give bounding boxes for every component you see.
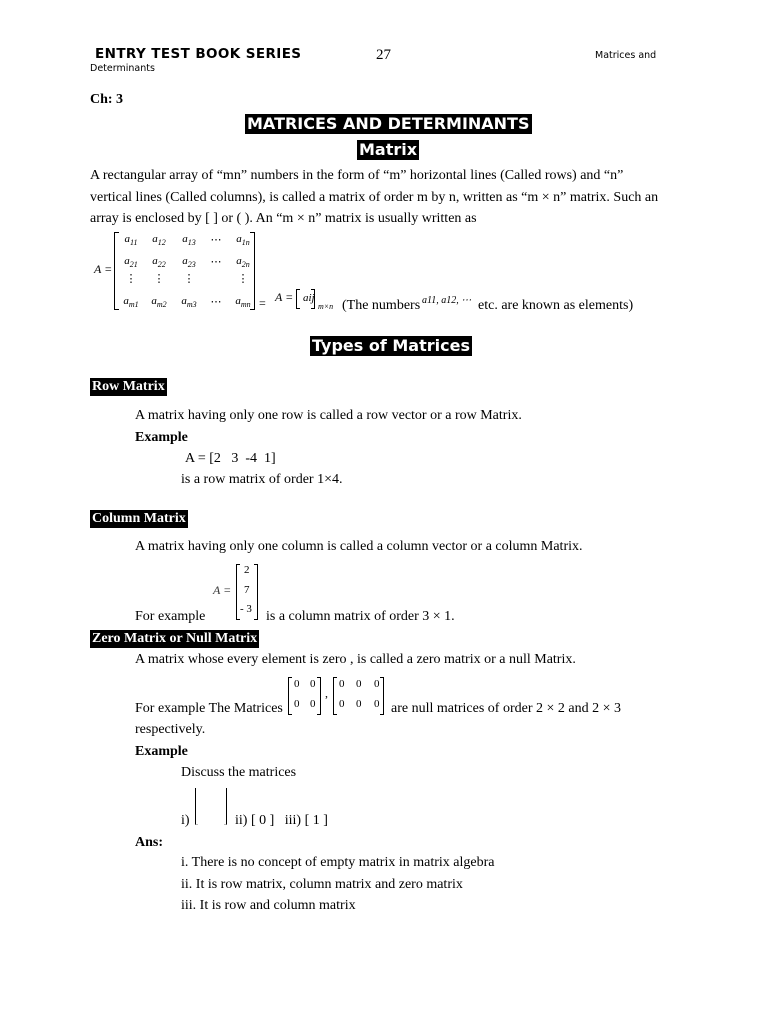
column-matrix-value: 2 [244,564,250,576]
general-matrix-cell: ⋯ [210,234,222,246]
general-matrix-cell: $a_{23}$ [182,255,196,270]
intro-paragraph: A rectangular array of “mn” numbers in the form of “m” horizontal lines (Called rows) and “n” vertical lines (Called columns), is called a matrix of order m by n, written as “m × n” matrix. Such an array is enclosed by [ ] or ( ). An “m × n” matrix is usually written as [90,168,659,226]
zero-matrix-definition: A matrix whose every element is zero , is called a zero matrix or a null Matrix. [135,652,576,667]
header-topic: Matrices and [595,50,657,61]
compact-left-bracket [296,289,300,309]
zero-matrix-for-example: For example The Matrices [135,701,283,716]
null-2x3-cell: 0 [339,698,345,710]
chapter-label: Ch: 3 [90,92,124,107]
ans-label: Ans: [135,835,164,850]
row-matrix-example-label: Example [135,430,188,445]
general-matrix-cell: $a_{12}$ [152,233,166,248]
null-2x3-cell: 0 [356,698,362,710]
item-i-label: i) [181,813,190,828]
column-matrix-note: is a column matrix of order 3 × 1. [266,609,455,624]
row-matrix-example: A = [2 3 -4 1] [185,451,276,466]
general-matrix-cell: $a_{2n}$ [236,255,250,270]
discuss-text: Discuss the matrices [181,765,297,780]
null-2x2-cell: 0 [310,678,316,690]
compact-order: m×n [318,302,334,311]
zero-matrix-note-cont: respectively. [135,722,206,737]
compact-right-bracket [311,289,315,309]
row-matrix-definition: A matrix having only one row is called a row vector or a row Matrix. [135,408,522,423]
column-matrix-value: - 3 [240,603,252,615]
null-2x2-cell: 0 [294,698,300,710]
null-2x3-cell: 0 [374,678,380,690]
general-matrix-cell: $a_{mn}$ [235,295,251,310]
general-matrix-lhs: A = [94,262,113,276]
header-topic-cont: Determinants [90,63,155,74]
general-matrix-cell: $a_{m2}$ [151,295,167,310]
page-number: 27 [376,47,391,63]
answer-item: ii. It is row matrix, column matrix and zero matrix [181,877,463,892]
types-heading: Types of Matrices [312,336,470,355]
null-2x3-cell: 0 [356,678,362,690]
column-matrix-heading: Column Matrix [92,511,186,526]
general-matrix-cell: $a_{m1}$ [123,295,139,310]
general-matrix-cell: $a_{m3}$ [181,295,197,310]
general-matrix-cell: ⋯ [210,256,222,268]
null-2x2-cell: 0 [310,698,316,710]
compact-element: aij [303,292,315,304]
column-matrix-for-example: For example [135,609,206,624]
general-matrix-cell: $a_{11}$ [124,233,138,248]
null-2x3-cell: 0 [339,678,345,690]
null-2x3-left-bracket [333,677,337,715]
zero-matrix-note: are null matrices of order 2 × 2 and 2 × 3 [391,701,621,716]
elements-note-elems: a11, a12, ⋯ [422,295,472,306]
row-matrix-heading: Row Matrix [92,379,165,394]
general-matrix-cell: $a_{21}$ [124,255,138,270]
column-matrix-right-bracket [254,564,258,620]
row-matrix-note: is a row matrix of order 1×4. [181,472,343,487]
null-2x3-cell: 0 [374,698,380,710]
items-rest: ii) [ 0 ] iii) [ 1 ] [235,813,328,828]
empty-matrix-right-bracket [224,788,227,825]
null-2x2-left-bracket [288,677,292,715]
general-matrix-cell: ⋮ [237,273,249,285]
general-matrix-cell: ⋮ [125,273,137,285]
null-matrices-comma: , [325,686,328,700]
elements-note-prefix: (The numbers [342,298,421,313]
elements-note-suffix: etc. are known as elements) [478,298,634,313]
column-matrix-definition: A matrix having only one column is called a column vector or a column Matrix. [135,539,583,554]
null-2x2-cell: 0 [294,678,300,690]
column-matrix-value: 7 [244,584,250,596]
general-matrix-cell: $a_{13}$ [182,233,196,248]
section-title-matrix: Matrix [359,140,418,159]
general-matrix-cell: ⋯ [210,296,222,308]
answer-item: i. There is no concept of empty matrix in matrix algebra [181,855,495,870]
null-2x3-right-bracket [380,677,384,715]
page-title: MATRICES AND DETERMINANTS [247,114,530,133]
answer-item: iii. It is row and column matrix [181,898,356,913]
general-matrix-cell: ⋮ [153,273,165,285]
zero-matrix-heading: Zero Matrix or Null Matrix [92,631,258,646]
column-matrix-lhs: A = [213,583,232,597]
header-series: ENTRY TEST BOOK SERIES [95,46,302,62]
compact-matrix-lhs: A = [275,290,294,304]
general-matrix-cell: ⋮ [183,273,195,285]
null-2x2-right-bracket [317,677,321,715]
general-matrix-cell: $a_{1n}$ [236,233,250,248]
zero-matrix-example-label: Example [135,744,188,759]
general-matrix-cell: $a_{22}$ [152,255,166,270]
general-matrix-equals: = [259,296,266,310]
empty-matrix-left-bracket [195,788,198,825]
